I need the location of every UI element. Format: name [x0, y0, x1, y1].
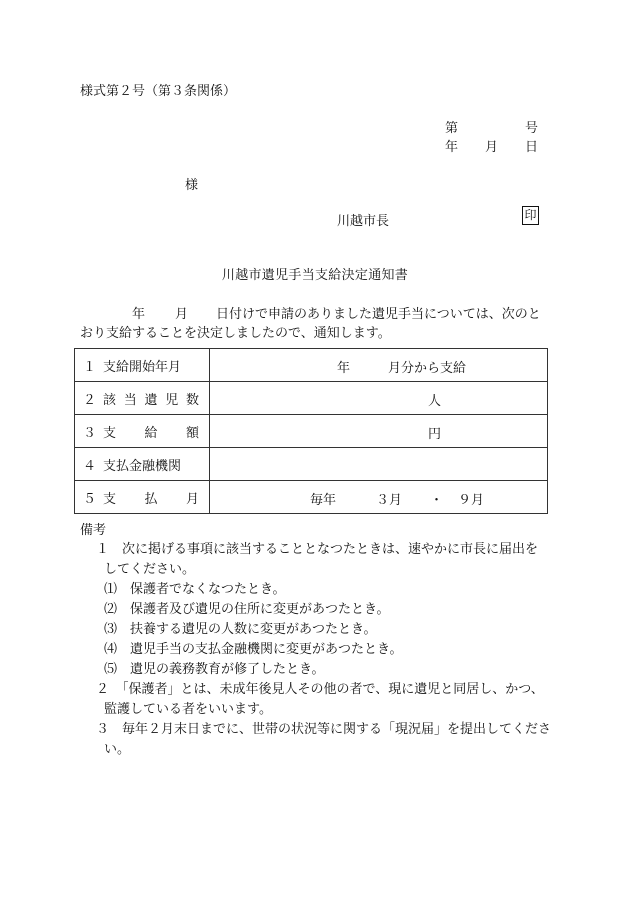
recipient-suffix: 様	[185, 178, 199, 193]
table-label-cell	[75, 382, 210, 415]
remark-line: い。	[104, 742, 131, 757]
table-row	[75, 448, 548, 481]
row-number: １	[83, 359, 97, 375]
value-text: ・	[430, 493, 444, 508]
issuer-name: 川越市長	[337, 214, 390, 229]
intro-paragraph	[80, 305, 550, 343]
row-label: 支給額	[103, 425, 199, 441]
document-number-date	[0, 117, 538, 155]
intro-year: 年	[132, 307, 146, 322]
row-label: 支払金融機関	[103, 458, 182, 474]
table-value-cell	[210, 349, 548, 382]
table-value-cell	[210, 415, 548, 448]
remark-line: 監護している者をいいます。	[104, 702, 272, 717]
remark-line: ⑴ 保護者でなくなつたとき。	[104, 582, 286, 597]
table-row	[75, 415, 548, 448]
value-text: 円	[428, 427, 442, 442]
table-label-cell	[75, 448, 210, 481]
date-day: 日	[525, 140, 539, 155]
remark-line: ３ 毎年２月末日までに、世帯の状況等に関する「現況届」を提出してくださ	[96, 722, 552, 737]
value-text: 人	[428, 394, 442, 409]
row-label: 支払月	[103, 491, 199, 507]
row-number: ５	[83, 491, 97, 507]
table-row	[75, 349, 548, 382]
value-text: ３月	[376, 493, 403, 508]
remark-line: １ 次に掲げる事項に該当することとなつたときは、速やかに市長に届出を	[96, 542, 539, 557]
row-number: ３	[83, 425, 97, 441]
table-label-cell	[75, 349, 210, 382]
row-number: ２	[83, 392, 97, 408]
intro-text-line1: 日付けで申請のありました遺児手当については、次のと	[216, 307, 541, 322]
intro-month: 月	[175, 307, 189, 322]
intro-text-line2: おり支給することを決定しましたので、通知します。	[80, 326, 391, 341]
seal-box: 印	[522, 206, 539, 225]
document-title: 川越市遺児手当支給決定通知書	[221, 268, 409, 283]
table-value-cell	[210, 448, 548, 481]
doc-number-dai: 第	[445, 121, 459, 136]
info-table	[74, 348, 548, 514]
row-label: 該当遺児数	[103, 392, 199, 408]
table-value-cell	[210, 481, 548, 514]
row-label: 支給開始年月	[103, 359, 182, 375]
form-number: 様式第２号（第３条関係）	[80, 84, 237, 99]
remark-line: してください。	[104, 562, 196, 577]
table-row	[75, 481, 548, 514]
table-row	[75, 382, 548, 415]
table-value-cell	[210, 382, 548, 415]
table-label-cell	[75, 415, 210, 448]
value-text: 毎年	[310, 493, 337, 508]
remark-line: ⑷ 遺児手当の支払金融機関に変更があつたとき。	[104, 642, 403, 657]
remark-line: ⑶ 扶養する遺児の人数に変更があつたとき。	[104, 622, 377, 637]
value-text: ９月	[458, 493, 485, 508]
remark-line: ２ 「保護者」とは、未成年後見人その他の者で、現に遺児と同居し、かつ、	[96, 682, 544, 697]
date-year: 年	[445, 140, 459, 155]
remark-line: ⑸ 遺児の義務教育が修了したとき。	[104, 662, 325, 677]
table-label-cell	[75, 481, 210, 514]
value-text: 月分から支給	[388, 361, 467, 376]
remarks-title: 備考	[80, 523, 107, 538]
date-month: 月	[485, 140, 499, 155]
remark-line: ⑵ 保護者及び遺児の住所に変更があつたとき。	[104, 602, 390, 617]
doc-number-go: 号	[525, 121, 539, 136]
value-text: 年	[337, 361, 351, 376]
row-number: ４	[83, 458, 97, 474]
